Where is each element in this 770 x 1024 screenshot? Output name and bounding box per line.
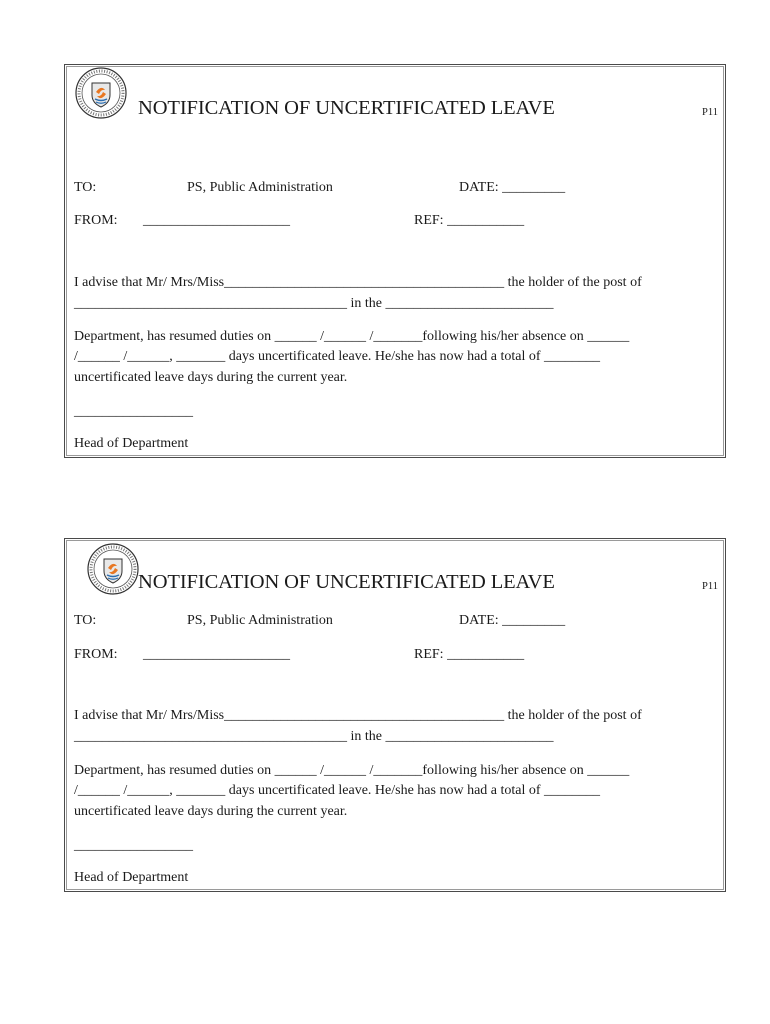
- ref-field[interactable]: REF: ___________: [414, 647, 525, 662]
- body-line-2[interactable]: _______________________________________ in the ________________________: [74, 729, 554, 744]
- from-label: FROM:: [74, 647, 118, 662]
- to-value: PS, Public Administration: [187, 180, 333, 195]
- form-code: P11: [702, 581, 718, 592]
- body-line-5: uncertificated leave days during the current year.: [74, 804, 348, 819]
- to-label: TO:: [74, 180, 97, 195]
- form-title: NOTIFICATION OF UNCERTIFICATED LEAVE: [138, 571, 555, 593]
- government-seal-icon: [87, 543, 139, 595]
- ref-field[interactable]: REF: ___________: [414, 213, 525, 228]
- leave-form-1: [64, 64, 726, 458]
- signature-label: Head of Department: [74, 436, 189, 451]
- body-line-4[interactable]: /______ /______, _______ days uncertificated leave. He/she has now had a total of ________: [74, 783, 601, 798]
- form-title: NOTIFICATION OF UNCERTIFICATED LEAVE: [138, 97, 555, 119]
- from-label: FROM:: [74, 213, 118, 228]
- leave-form-2: [64, 538, 726, 892]
- date-field[interactable]: DATE: _________: [459, 613, 566, 628]
- body-line-2[interactable]: _______________________________________ in the ________________________: [74, 296, 554, 311]
- signature-line[interactable]: _________________: [74, 404, 193, 419]
- government-seal-icon: [75, 67, 127, 119]
- to-value: PS, Public Administration: [187, 613, 333, 628]
- body-line-1[interactable]: I advise that Mr/ Mrs/Miss________________________________________ the holder of the post of: [74, 275, 642, 290]
- from-field[interactable]: _____________________: [143, 213, 290, 228]
- body-line-1[interactable]: I advise that Mr/ Mrs/Miss________________________________________ the holder of the post of: [74, 708, 642, 723]
- body-line-3[interactable]: Department, has resumed duties on ______ /______ /_______following his/her absence on ______: [74, 329, 630, 344]
- date-field[interactable]: DATE: _________: [459, 180, 566, 195]
- body-line-5: uncertificated leave days during the current year.: [74, 370, 348, 385]
- signature-label: Head of Department: [74, 870, 189, 885]
- from-field[interactable]: _____________________: [143, 647, 290, 662]
- form-code: P11: [702, 107, 718, 118]
- signature-line[interactable]: _________________: [74, 838, 193, 853]
- to-label: TO:: [74, 613, 97, 628]
- body-line-3[interactable]: Department, has resumed duties on ______ /______ /_______following his/her absence on ______: [74, 763, 630, 778]
- body-line-4[interactable]: /______ /______, _______ days uncertificated leave. He/she has now had a total of ________: [74, 349, 601, 364]
